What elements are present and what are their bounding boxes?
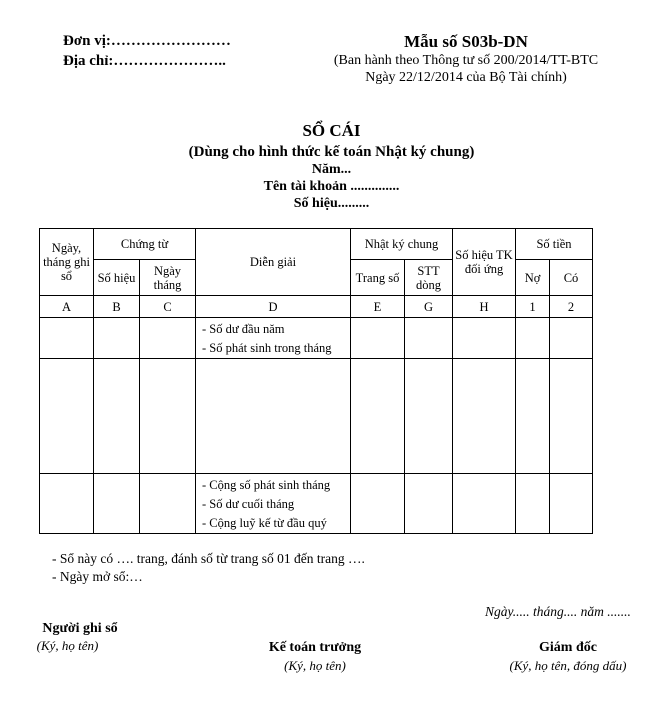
table-cell bbox=[405, 359, 453, 474]
table-cell bbox=[40, 474, 94, 534]
table-cell bbox=[405, 474, 453, 534]
table-cell bbox=[40, 359, 94, 474]
table-cell bbox=[351, 359, 405, 474]
entries-row bbox=[40, 359, 593, 474]
account-name-field: Tên tài khoản .............. bbox=[263, 179, 400, 194]
table-cell bbox=[140, 474, 196, 534]
header-amount: Số tiền bbox=[516, 229, 593, 260]
table-cell bbox=[140, 318, 196, 359]
header-credit: Có bbox=[550, 260, 593, 296]
table-cell bbox=[196, 359, 351, 474]
quarter-cumulative-label: - Cộng luỹ kế từ đầu quý bbox=[202, 516, 327, 530]
unit-field: Đơn vị:…………………… bbox=[63, 33, 231, 49]
table-cell bbox=[516, 318, 550, 359]
column-code: 1 bbox=[516, 296, 550, 318]
issued-by-line-2: Ngày 22/12/2014 của Bộ Tài chính) bbox=[365, 70, 567, 85]
table-cell bbox=[516, 359, 550, 474]
form-number: Mẫu số S03b-DN bbox=[404, 32, 528, 51]
table-cell bbox=[550, 359, 593, 474]
column-code: B bbox=[94, 296, 140, 318]
account-number-field: Số hiệu......... bbox=[293, 196, 370, 211]
address-field: Địa chỉ:………………….. bbox=[63, 53, 226, 69]
closing-description bbox=[196, 474, 351, 534]
issued-by-line-1: (Ban hành theo Thông tư số 200/2014/TT-BTC bbox=[333, 53, 599, 68]
column-code: D bbox=[196, 296, 351, 318]
header-description: Diễn giải bbox=[196, 229, 351, 296]
opening-balance-row bbox=[40, 318, 593, 359]
table-cell bbox=[550, 474, 593, 534]
table-cell bbox=[94, 474, 140, 534]
column-code-row bbox=[40, 296, 593, 318]
document-title: SỔ CÁI bbox=[302, 121, 361, 140]
opening-balance-label: - Số dư đầu năm bbox=[202, 322, 285, 336]
header-date: Ngày, tháng ghi sổ bbox=[40, 229, 94, 296]
column-code: 2 bbox=[550, 296, 593, 318]
document-subtitle: (Dùng cho hình thức kế toán Nhật ký chung) bbox=[188, 144, 475, 160]
table-cell bbox=[94, 359, 140, 474]
column-code: E bbox=[351, 296, 405, 318]
column-code: A bbox=[40, 296, 94, 318]
header-debit: Nợ bbox=[516, 260, 550, 296]
opening-description bbox=[196, 318, 351, 359]
closing-totals-row bbox=[40, 474, 593, 534]
chief-accountant-title: Kế toán trưởng bbox=[268, 640, 362, 655]
recorder-title: Người ghi sổ bbox=[42, 621, 118, 636]
table-cell bbox=[550, 318, 593, 359]
table-cell bbox=[453, 474, 516, 534]
header-voucher-number: Số hiệu bbox=[94, 260, 140, 296]
table-cell bbox=[94, 318, 140, 359]
table-cell bbox=[453, 359, 516, 474]
table-cell bbox=[516, 474, 550, 534]
header-voucher: Chứng từ bbox=[94, 229, 196, 260]
header-journal-page: Trang số bbox=[351, 260, 405, 296]
chief-accountant-sign-note: (Ký, họ tên) bbox=[284, 658, 346, 673]
ledger-table bbox=[39, 228, 593, 534]
table-cell bbox=[351, 474, 405, 534]
director-sign-note: (Ký, họ tên, đóng dấu) bbox=[509, 658, 627, 673]
open-date-note: - Ngày mở sổ:… bbox=[52, 569, 143, 584]
table-cell bbox=[405, 318, 453, 359]
column-code: C bbox=[140, 296, 196, 318]
closing-balance-label: - Số dư cuối tháng bbox=[202, 497, 295, 511]
column-code: G bbox=[405, 296, 453, 318]
recorder-sign-note: (Ký, họ tên) bbox=[36, 638, 99, 653]
table-cell bbox=[453, 318, 516, 359]
table-cell bbox=[40, 318, 94, 359]
monthly-arising-label: - Số phát sinh trong tháng bbox=[202, 341, 332, 355]
header-voucher-date: Ngày tháng bbox=[140, 260, 196, 296]
year-field: Năm... bbox=[311, 162, 352, 177]
header-journal: Nhật ký chung bbox=[351, 229, 453, 260]
column-code: H bbox=[453, 296, 516, 318]
header-contra-account: Số hiệu TK đối ứng bbox=[453, 229, 516, 296]
page-count-note: - Sổ này có …. trang, đánh số từ trang số 01 đến trang …. bbox=[52, 551, 365, 566]
header-journal-line: STT dòng bbox=[405, 260, 453, 296]
director-title: Giám đốc bbox=[539, 640, 597, 655]
table-cell bbox=[140, 359, 196, 474]
signature-date: Ngày..... tháng.... năm ....... bbox=[485, 604, 631, 619]
monthly-total-label: - Cộng số phát sinh tháng bbox=[202, 478, 331, 492]
table-cell bbox=[351, 318, 405, 359]
